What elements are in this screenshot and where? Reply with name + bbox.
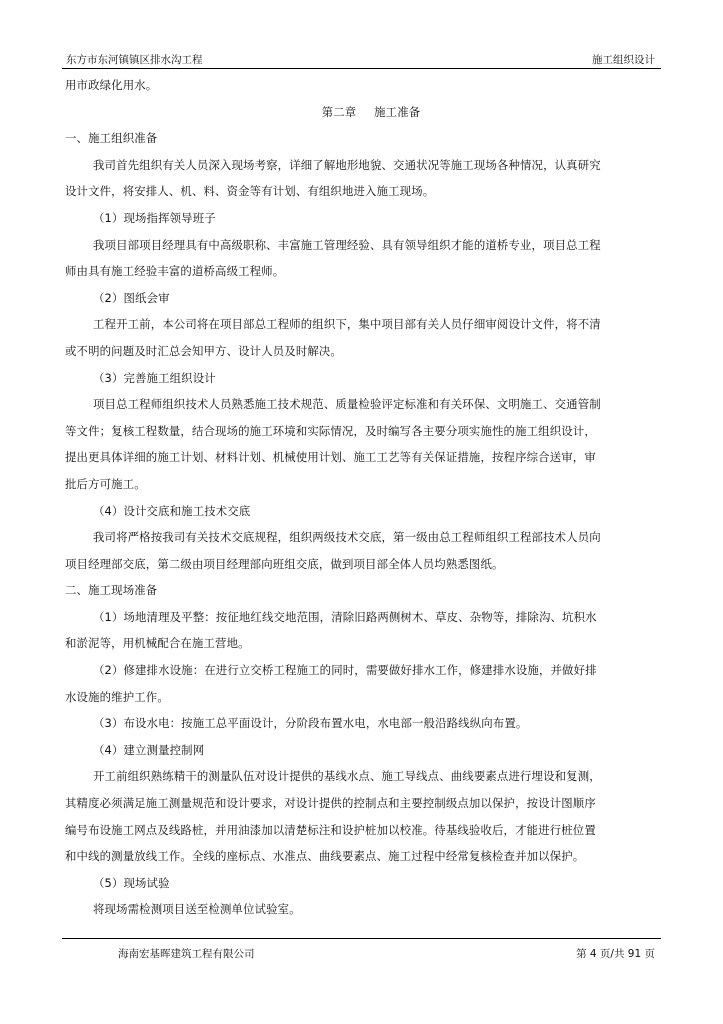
body-text-line: （2）修建排水设施：在进行立交桥工程施工的同时，需要做好排水工作，修建排水设施，并做好排 xyxy=(93,663,597,678)
body-text-line: 开工前组织熟练精干的测量队伍对设计提供的基线水点、施工导线点、曲线要素点进行埋设和复测， xyxy=(93,769,601,784)
body-text-line: 将现场需检测项目送至检测单位试验室。 xyxy=(93,902,301,917)
body-text-line: 提出更具体详细的施工计划、材料计划、机械使用计划、施工工艺等有关保证措施，按程序综合送审，审 xyxy=(65,450,596,465)
body-text-line: 其精度必须满足施工测量规范和设计要求，对设计提供的控制点和主要控制级点加以保护，按设计图顺序 xyxy=(65,796,596,811)
body-text-line: 一、施工组织准备 xyxy=(65,131,158,146)
footer-page-number: 第 4 页/共 91 页 xyxy=(576,948,655,960)
header-document-type: 施工组织设计 xyxy=(592,54,655,66)
body-text-line: 水设施的维护工作。 xyxy=(65,689,169,704)
body-text-line: 二、施工现场准备 xyxy=(65,583,158,598)
body-text-line: （5）现场试验 xyxy=(93,875,170,890)
body-text-line: 等文件；复核工程数量，结合现场的施工环境和实际情况，及时编写各主要分项实施性的施工组织设计， xyxy=(65,423,596,438)
body-text-line: 编号布设施工网点及线路桩，并用油漆加以清楚标注和设护桩加以校准。待基线验收后，才能进行桩位置 xyxy=(65,822,596,837)
body-text-line: （4）建立测量控制网 xyxy=(93,742,205,757)
body-text-line: （1）场地清理及平整：按征地红线交地范围，清除旧路两侧树木、草皮、杂物等，排除沟、坑积水 xyxy=(93,609,597,624)
body-text-line: （4）设计交底和施工技术交底 xyxy=(93,503,251,518)
page-footer xyxy=(62,938,661,963)
body-text-line: 用市政绿化用水。 xyxy=(65,78,158,92)
body-text-line: 我司首先组织有关人员深入现场考察，详细了解地形地貌、交通状况等施工现场各种情况，认真研究 xyxy=(93,157,601,172)
body-text-line: 项目经理部交底，第二级由项目经理部向班组交底，做到项目部全体人员均熟悉图纸。 xyxy=(65,556,504,571)
body-text-line: （2）图纸会审 xyxy=(93,290,170,305)
document-body xyxy=(65,72,657,923)
body-text-line: 和淤泥等，用机械配合在施工营地。 xyxy=(65,636,250,651)
body-text-line: 项目总工程师组织技术人员熟悉施工技术规范、质量检验评定标准和有关环保、文明施工、交通管制 xyxy=(93,397,601,412)
body-text-line: 工程开工前，本公司将在项目部总工程师的组织下，集中项目部有关人员仔细审阅设计文件，将不清 xyxy=(93,317,601,332)
body-text-line: 和中线的测量放线工作。全线的座标点、水准点、曲线要素点、施工过程中经常复核检查并加以保护。 xyxy=(65,849,585,864)
footer-company-name: 海南宏基晖建筑工程有限公司 xyxy=(118,948,255,960)
body-text-line: （1）现场指挥领导班子 xyxy=(93,210,216,225)
header-project-title: 东方市东河镇镇区排水沟工程 xyxy=(66,54,203,66)
body-text-line: 批后方可施工。 xyxy=(65,476,146,491)
body-text-line: 或不明的问题及时汇总会知甲方、设计人员及时解决。 xyxy=(65,343,342,358)
body-text-line: 我项目部项目经理具有中高级职称、丰富施工管理经验、具有领导组织才能的道桥专业，项目总工程 xyxy=(93,237,601,252)
chapter-title: 第二章 施工准备 xyxy=(321,104,421,119)
body-text-line: （3）完善施工组织设计 xyxy=(93,370,216,385)
page-header xyxy=(62,46,661,69)
body-text-line: （3）布设水电：按施工总平面设计，分阶段布置水电，水电部一般沿路线纵向布置。 xyxy=(93,716,528,731)
body-text-line: 我司将严格按我司有关技术交底规程，组织两级技术交底，第一级由总工程师组织工程部技术人员向 xyxy=(93,530,601,545)
body-text-line: 设计文件，将安排人、机、料、资金等有计划、有组织地进入施工现场。 xyxy=(65,184,435,199)
body-text-line: 师由具有施工经验丰富的道桥高级工程师。 xyxy=(65,264,285,279)
